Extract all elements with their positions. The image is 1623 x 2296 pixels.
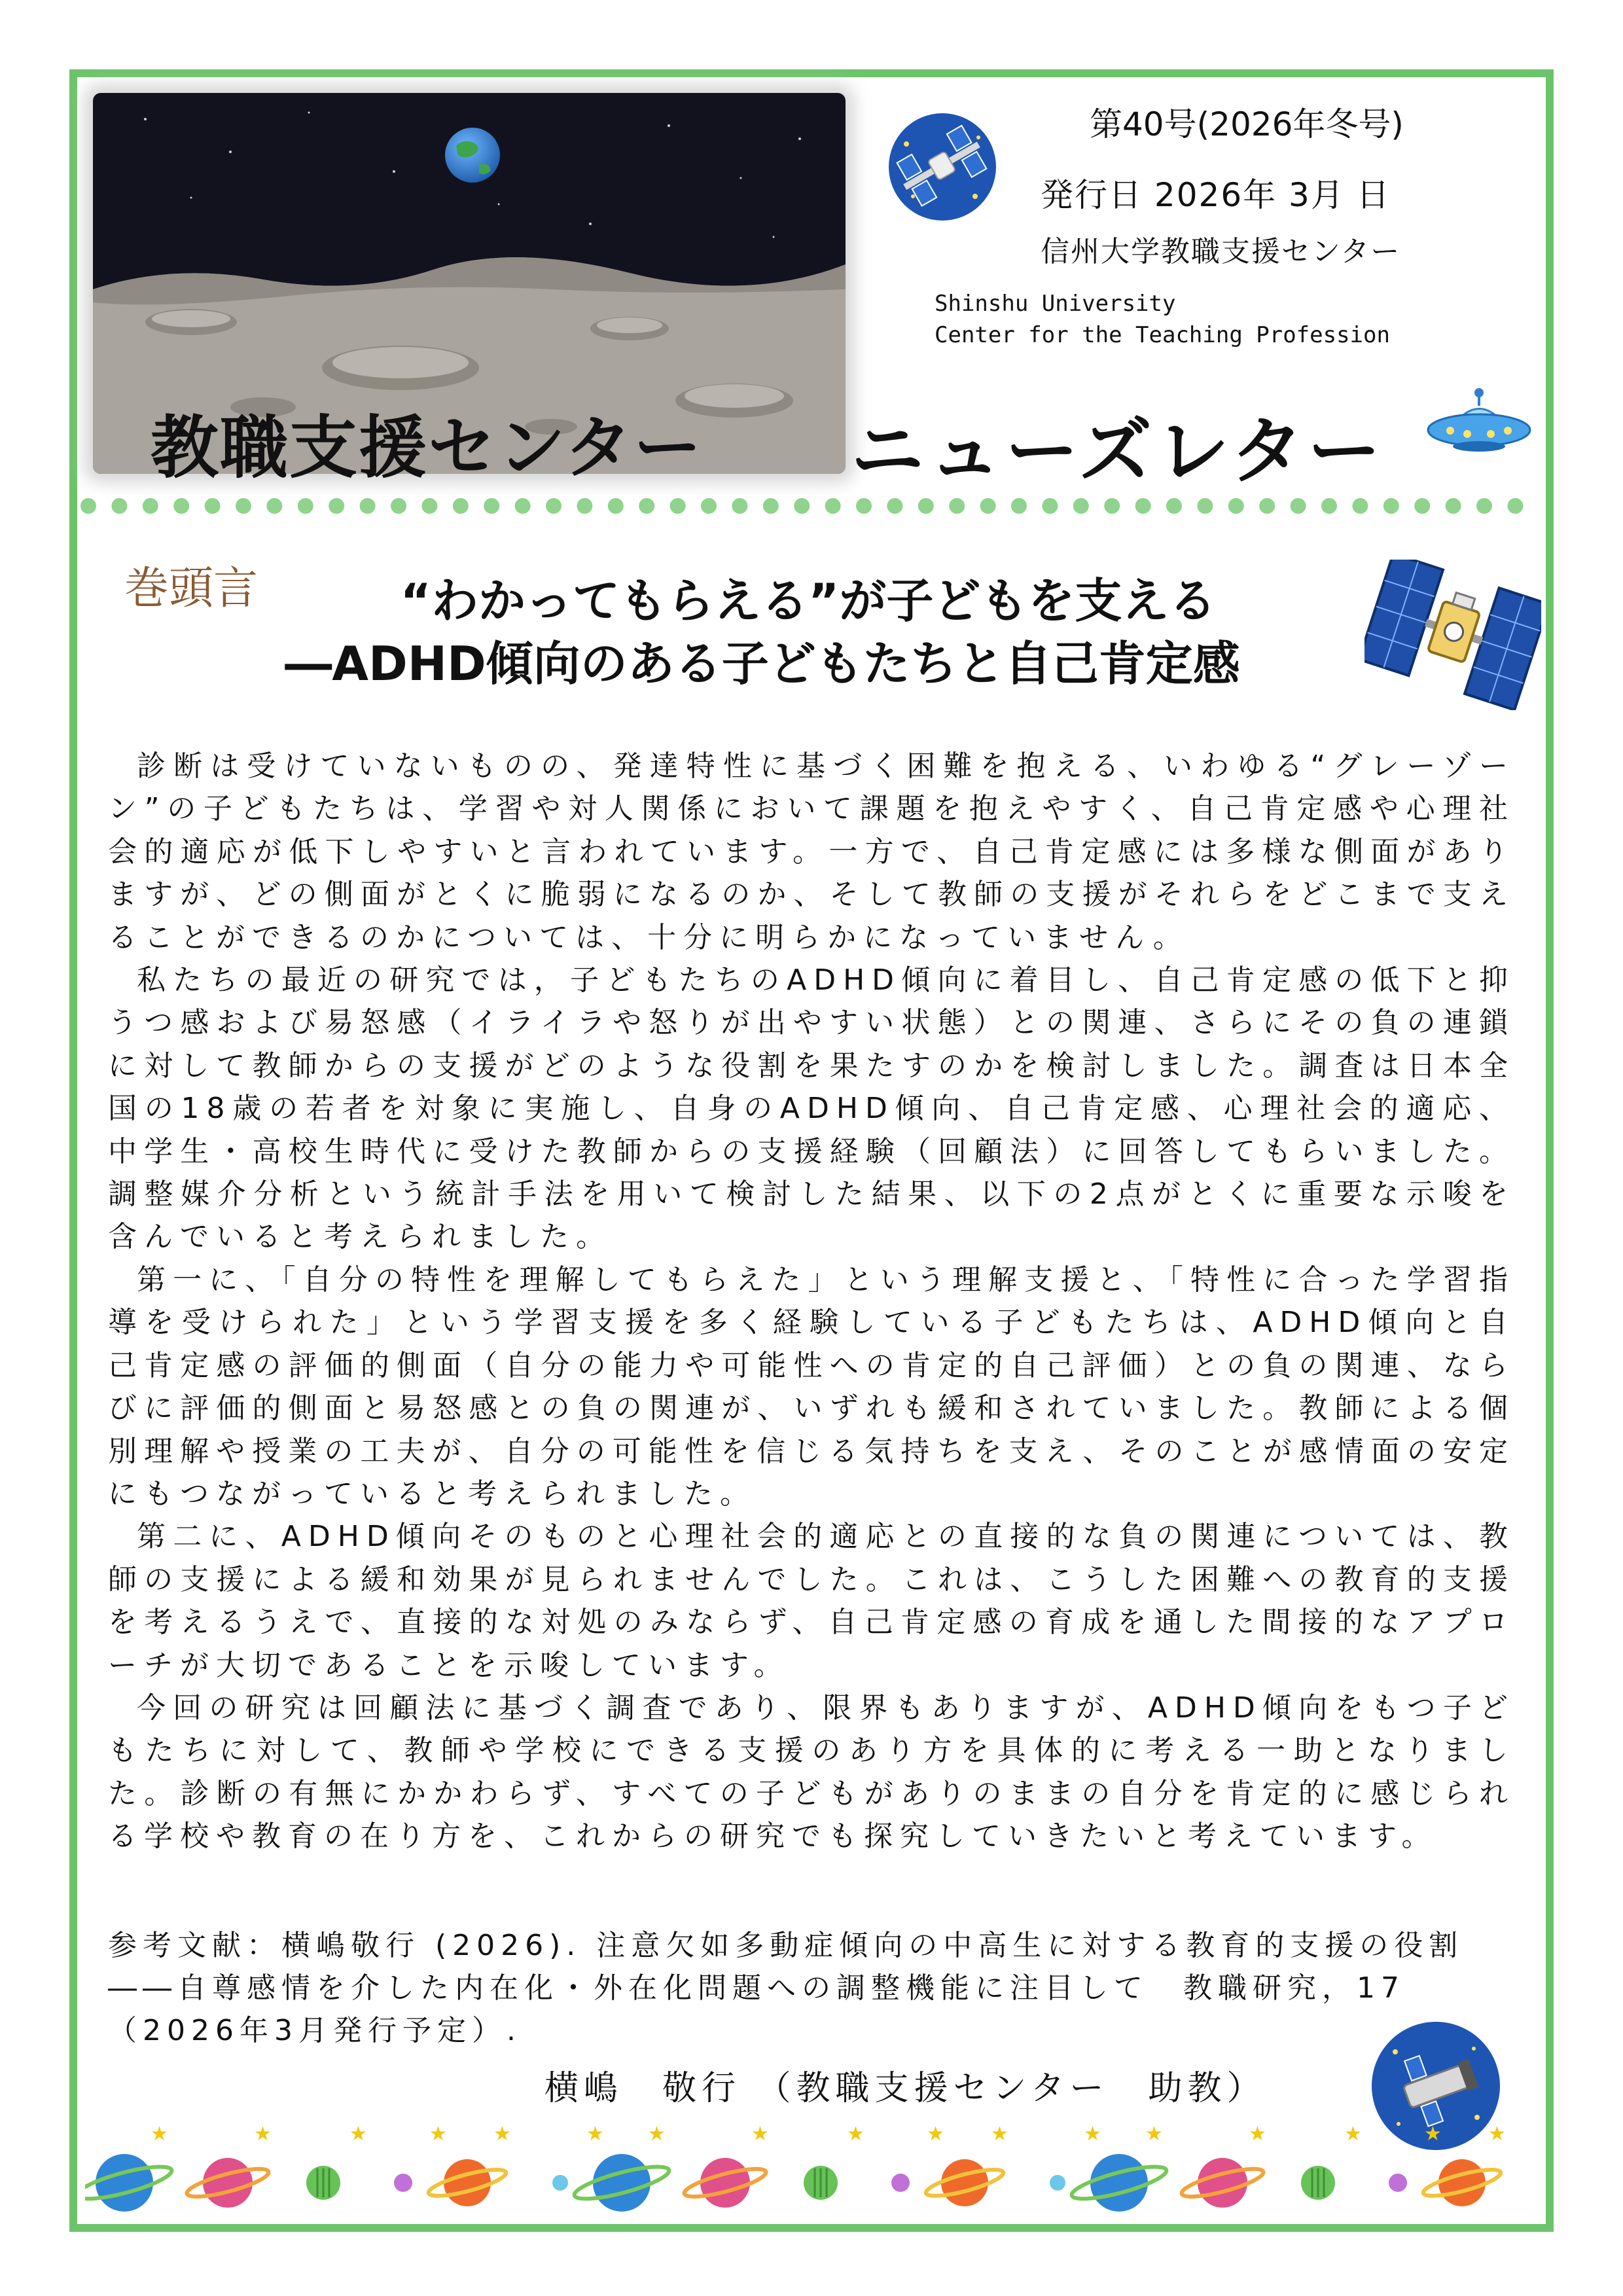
divider-dot xyxy=(1259,498,1275,514)
divider-dot xyxy=(1507,498,1523,514)
divider-dot xyxy=(205,498,221,514)
divider-dot xyxy=(1197,498,1213,514)
star-icon: ★ xyxy=(751,2123,769,2145)
star-icon: ★ xyxy=(847,2123,865,2145)
planet-icon xyxy=(1389,2174,1407,2192)
divider-dot xyxy=(80,498,96,514)
divider-dot xyxy=(887,498,902,514)
planet-icon xyxy=(572,2154,671,2212)
divider-dot xyxy=(546,498,562,514)
divider-dot xyxy=(1476,498,1492,514)
ufo-icon xyxy=(1425,387,1533,462)
divider-dot xyxy=(515,498,531,514)
divider-dot xyxy=(670,498,686,514)
planet-icon xyxy=(1069,2154,1169,2212)
divider-dot xyxy=(484,498,499,514)
divider-dot xyxy=(1383,498,1399,514)
article-paragraph-1: 診断は受けていないものの、発達特性に基づく困難を抱える、いわゆる“グレーゾーン”の子どもたちは、学習や対人関係において課題を抱えやすく、自己肯定感や心理社会的適応が低下しやすいと言われています。一方で、自己肯定感には多様な側面がありますが、どの側面がとくに脆弱になるのか、そして教師の支援がそれらをどこまで支えることができるのかについては、十分に明らかになっていません。 xyxy=(108,749,1515,954)
satellite-icon xyxy=(1364,560,1541,713)
organization-en-line-1: Shinshu University xyxy=(935,291,1176,317)
article-headline xyxy=(268,569,1348,695)
divider-dot xyxy=(1011,498,1027,514)
article-paragraph-4: 第二に、ADHD傾向そのものと心理社会的適応との直接的な負の関連については、教師の支援による緩和効果が見られませんでした。これは、こうした困難への教育的支援を考えるうえで、直接的な対処のみならず、自己肯定感の育成を通した間接的なアプローチが大切であることを示唆しています。 xyxy=(108,1520,1515,1682)
divider-dot xyxy=(360,498,376,514)
planet-icon xyxy=(306,2166,340,2200)
space-station-icon xyxy=(887,111,998,225)
headline-line-1: “わかってもらえる”が子どもを支える xyxy=(400,573,1217,628)
divider-dot xyxy=(298,498,313,514)
star-icon: ★ xyxy=(151,2123,168,2145)
divider-dot xyxy=(918,498,934,514)
divider-dot xyxy=(1414,498,1430,514)
divider-dot xyxy=(856,498,872,514)
article-paragraph-3: 第一に、「自分の特性を理解してもらえた」という理解支援と、「特性に合った学習指導を受けられた」という学習支援を多く経験している子どもたちは、ADHD傾向と自己肯定感の評価的側面（自分の能力や可能性への肯定的自己評価）との負の関連、ならびに評価的側面と易怒感との負の関連が、いずれも緩和されていました。教師による個別理解や授業の工夫が、自分の可能性を信じる気持ちを支え、そのことが感情面の安定にもつながっていると考えられました。 xyxy=(108,1263,1515,1511)
divider-dot xyxy=(577,498,592,514)
divider-dot xyxy=(1321,498,1337,514)
organization-en-line-2: Center for the Teaching Profession xyxy=(935,322,1390,348)
article-paragraph-5: 今回の研究は回顧法に基づく調査であり、限界もありますが、ADHD傾向をもつ子どもたちに対して、教師や学校にできる支援のあり方を具体的に考える一助となりました。診断の有無にかかわらず、すべての子どもがありのままの自分を肯定的に感じられる学校や教育の在り方を、これからの研究でも探究していきたいと考えています。 xyxy=(108,1691,1515,1854)
star-icon: ★ xyxy=(1084,2123,1101,2145)
divider-dot xyxy=(732,498,747,514)
divider-dot xyxy=(329,498,344,514)
star-icon: ★ xyxy=(586,2123,604,2145)
star-icon: ★ xyxy=(429,2123,447,2145)
reference-citation: 参考文献：横嶋敬行 (2026). 注意欠如多動症傾向の中高生に対する教育的支援の役割――自尊感情を介した内在化・外在化問題への調整機能に注目して 教職研究，17（2026年3月発行予定）. xyxy=(108,1929,1464,2047)
issue-number: 第40号(2026年冬号) xyxy=(1090,105,1404,143)
divider-dot xyxy=(173,498,189,514)
divider-dot xyxy=(949,498,965,514)
section-label: 巻頭言 xyxy=(124,563,259,615)
star-icon: ★ xyxy=(1488,2123,1506,2145)
star-icon: ★ xyxy=(1424,2123,1442,2145)
planet-icon xyxy=(891,2174,910,2192)
planets-border xyxy=(85,2121,1538,2221)
divider-dot xyxy=(1042,498,1058,514)
planet-icon xyxy=(1301,2166,1335,2200)
divider-dot xyxy=(236,498,251,514)
article-body xyxy=(108,745,1515,1858)
divider-dot xyxy=(1073,498,1089,514)
star-icon: ★ xyxy=(254,2123,272,2145)
divider-dot xyxy=(639,498,654,514)
issue-date: 発行日 2026年 3月 日 xyxy=(1041,176,1391,214)
author-credit: 横嶋 敬行 （教職支援センター 助教） xyxy=(544,2069,1266,2108)
organization-name-en xyxy=(935,288,1390,351)
star-icon: ★ xyxy=(991,2123,1008,2145)
newsletter-title-center: 教職支援センター xyxy=(151,408,703,488)
planet-icon xyxy=(804,2166,838,2200)
divider-dot xyxy=(980,498,996,514)
organization-name: 信州大学教職支援センター xyxy=(1041,235,1401,268)
divider-dot xyxy=(1291,498,1306,514)
divider-dot xyxy=(1228,498,1244,514)
planet-icon xyxy=(427,2159,508,2206)
planet-icon xyxy=(1179,2158,1266,2208)
star-icon: ★ xyxy=(648,2123,666,2145)
divider-dot xyxy=(608,498,624,514)
divider-dot xyxy=(453,498,469,514)
newsletter-title-label: ニューズレター xyxy=(851,409,1385,494)
planet-icon xyxy=(924,2159,1006,2206)
dotted-divider xyxy=(79,496,1544,516)
divider-dot xyxy=(825,498,841,514)
star-icon: ★ xyxy=(1145,2123,1163,2145)
planet-icon xyxy=(394,2174,412,2192)
divider-dot xyxy=(266,498,282,514)
planet-icon xyxy=(552,2175,568,2191)
planet-icon xyxy=(1421,2159,1503,2206)
divider-dot xyxy=(763,498,779,514)
divider-dot xyxy=(391,498,406,514)
star-icon: ★ xyxy=(349,2123,367,2145)
divider-dot xyxy=(1446,498,1461,514)
planet-icon xyxy=(185,2158,271,2208)
planet-icon xyxy=(682,2158,768,2208)
star-icon: ★ xyxy=(1344,2123,1362,2145)
headline-line-2: ―ADHD傾向のある子どもたちと自己肯定感 xyxy=(285,636,1240,691)
divider-dot xyxy=(701,498,717,514)
divider-dot xyxy=(1166,498,1182,514)
star-icon: ★ xyxy=(1249,2123,1266,2145)
star-icon: ★ xyxy=(927,2123,944,2145)
divider-dot xyxy=(143,498,158,514)
divider-dot xyxy=(1352,498,1368,514)
divider-dot xyxy=(421,498,437,514)
star-icon: ★ xyxy=(493,2123,511,2145)
divider-dot xyxy=(1135,498,1151,514)
planet-icon xyxy=(1050,2175,1065,2191)
divider-dot xyxy=(794,498,810,514)
divider-dot xyxy=(1104,498,1120,514)
planet-icon xyxy=(85,2154,174,2212)
divider-dot xyxy=(111,498,127,514)
article-paragraph-2: 私たちの最近の研究では，子どもたちのADHD傾向に着目し、自己肯定感の低下と抑うつ感および易怒感（イライラや怒りが出やすい状態）との関連、さらにその負の連鎖に対して教師からの支援がどのような役割を果たすのかを検討しました。調査は日本全国の18歳の若者を対象に実施し、自身のADHD傾向、自己肯定感、心理社会的適応、中学生・高校生時代に受けた教師からの支援経験（回顧法）に回答してもらいました。調整媒介分析という統計手法を用いて検討した結果、以下の2点がとくに重要な示唆を含んでいると考えられました。 xyxy=(108,963,1515,1254)
